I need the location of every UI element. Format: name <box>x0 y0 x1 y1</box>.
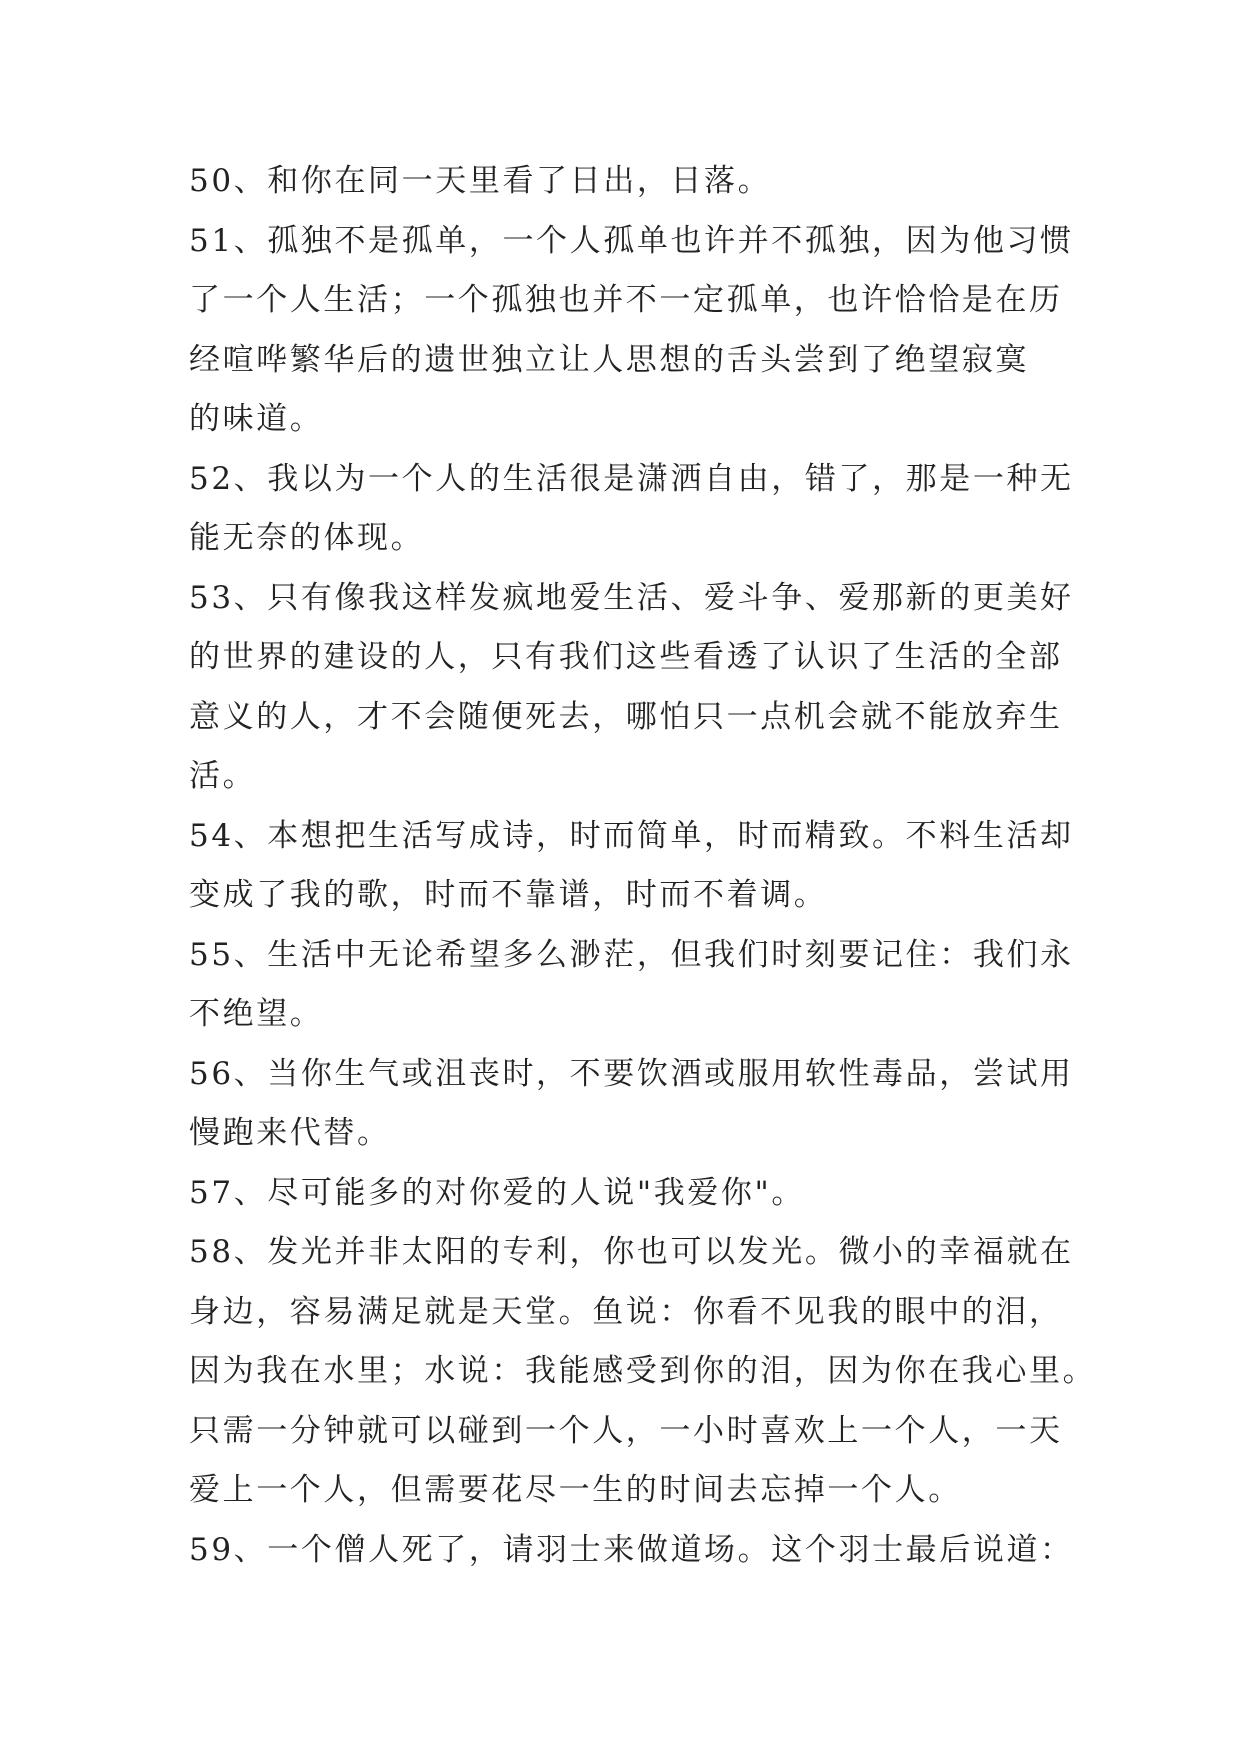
document-body <box>189 152 1097 1580</box>
entry-52 <box>189 450 1074 569</box>
text-line: 经喧哗繁华后的遗世独立让人思想的舌头尝到了绝望寂寞 <box>189 341 1029 378</box>
text-line: 慢跑来代替。 <box>189 1115 391 1151</box>
entry-57 <box>189 1164 1069 1224</box>
text-line: 55、生活中无论希望多么渺茫，但我们时刻要记住：我们永 <box>189 936 1074 973</box>
text-line: 活。 <box>189 758 257 794</box>
text-line: 身边，容易满足就是天堂。鱼说：你看不见我的眼中的泪， <box>189 1293 1063 1330</box>
text-line: 的味道。 <box>189 401 324 437</box>
text-line: 50、和你在同一天里看了日出，日落。 <box>189 163 772 199</box>
text-line: 52、我以为一个人的生活很是潇洒自由，错了，那是一种无 <box>189 460 1074 497</box>
text-line: 爱上一个人，但需要花尽一生的时间去忘掉一个人。 <box>189 1472 962 1508</box>
entry-50 <box>189 152 1069 212</box>
text-line: 了一个人生活；一个孤独也并不一定孤单，也许恰恰是在历 <box>189 282 1063 318</box>
text-line: 能无奈的体现。 <box>189 520 425 556</box>
text-line: 59、一个僧人死了，请羽士来做道场。这个羽士最后说道： <box>189 1531 1074 1568</box>
text-line: 56、当你生气或沮丧时，不要饮酒或服用软性毒品，尝试用 <box>189 1055 1074 1092</box>
text-line: 因为我在水里；水说：我能感受到你的泪，因为你在我心里。 <box>189 1353 1097 1389</box>
entry-59 <box>189 1521 1074 1581</box>
entry-55 <box>189 926 1074 1045</box>
text-line: 57、尽可能多的对你爱的人说"我爱你"。 <box>189 1174 805 1211</box>
text-line: 51、孤独不是孤单，一个人孤单也许并不孤独，因为他习惯 <box>189 222 1074 259</box>
entry-53 <box>189 569 1074 807</box>
entry-56 <box>189 1045 1074 1164</box>
text-line: 的世界的建设的人，只有我们这些看透了认识了生活的全部 <box>189 639 1063 675</box>
text-line: 54、本想把生活写成诗，时而简单，时而精致。不料生活却 <box>189 817 1074 854</box>
entry-51 <box>189 212 1074 450</box>
entry-54 <box>189 807 1074 926</box>
text-line: 不绝望。 <box>189 996 324 1032</box>
text-line: 58、发光并非太阳的专利，你也可以发光。微小的幸福就在 <box>189 1234 1074 1270</box>
text-line: 只需一分钟就可以碰到一个人，一小时喜欢上一个人，一天 <box>189 1412 1063 1449</box>
entry-58 <box>189 1223 1097 1521</box>
text-line: 变成了我的歌，时而不靠谱，时而不着调。 <box>189 877 828 913</box>
text-line: 53、只有像我这样发疯地爱生活、爱斗争、爱那新的更美好 <box>189 579 1074 616</box>
text-line: 意义的人，才不会随便死去，哪怕只一点机会就不能放弃生 <box>189 698 1063 735</box>
